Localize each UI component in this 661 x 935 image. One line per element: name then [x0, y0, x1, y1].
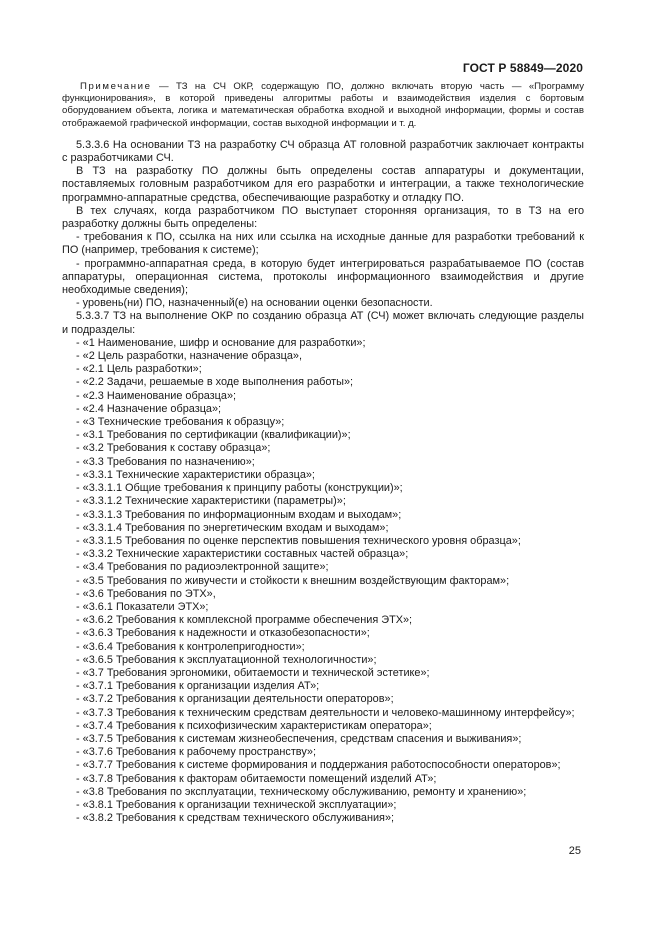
document-header: ГОСТ Р 58849—2020 [462, 61, 583, 75]
list-item: - «2.4 Назначение образца»; [76, 402, 222, 415]
list-item: - «3.6.5 Требования к эксплуатационной технологичности»; [76, 653, 377, 666]
list-item: - «3.7 Требования эргономики, обитаемости и технической эстетике»; [76, 666, 430, 679]
list-item: - «3.6.1 Показатели ЭТХ»; [76, 600, 209, 613]
list-item: - «3.7.7 Требования к системе формирования и поддержания работоспособности операторов»; [76, 759, 561, 772]
list-item: - «3.3.1.5 Требования по оценке перспектив повышения технического уровня образца»; [76, 534, 521, 547]
note-block [62, 81, 584, 130]
body-text [62, 139, 584, 826]
paragraph: - программно-аппаратная среда, в которую будет интегрироваться разрабатываемое ПО (состав аппаратуры, операционная система, протоколы информационного взаимодействия и другие необходимые сведения); [62, 257, 584, 297]
list-item: - «3.7.5 Требования к системам жизнеобеспечения, средствам спасения и выживания»; [76, 732, 522, 745]
list-item: - «2.3 Наименование образца»; [76, 389, 237, 402]
paragraph: - уровень(ни) ПО, назначенный(е) на основании оценки безопасности. [76, 297, 433, 310]
list-item: - «3.3.1.3 Требования по информационным входам и выходам»; [76, 508, 402, 521]
list-item: - «3.3.1 Технические характеристики образца»; [76, 468, 315, 481]
list-item: - «3.2 Требования к составу образца»; [76, 442, 271, 455]
list-item: - «3.7.4 Требования к психофизическим характеристикам оператора»; [76, 719, 432, 732]
list-item: - «3.3.1.2 Технические характеристики (параметры)»; [76, 495, 346, 508]
page-content [62, 81, 584, 825]
list-item: - «3.3.1.4 Требования по энергетическим входам и выходам»; [76, 521, 389, 534]
paragraph: 5.3.3.6 На основании ТЗ на разработку СЧ образца АТ головной разработчик заключает контракты с разработчиками СЧ. [62, 138, 584, 165]
list-item: - «3.8 Требования по эксплуатации, техническому обслуживанию, ремонту и хранению»; [76, 785, 527, 798]
list-item: - «3.8.2 Требования к средствам технического обслуживания»; [76, 812, 395, 825]
list-item: - «3.5 Требования по живучести и стойкости к внешним воздействующим факторам»; [76, 574, 510, 587]
list-item: - «3.6.2 Требования к комплексной программе обеспечения ЭТХ»; [76, 614, 413, 627]
paragraph: - требования к ПО, ссылка на них или ссылка на исходные данные для разработки требований к ПО (например, требования к системе); [62, 231, 584, 257]
list-item: - «3.7.2 Требования к организации деятельности операторов»; [76, 693, 394, 706]
list-item: - «3.7.8 Требования к факторам обитаемости помещений изделий АТ»; [76, 772, 437, 785]
list-item: - «1 Наименование, шифр и основание для разработки»; [76, 336, 366, 349]
section-list [62, 337, 584, 826]
list-item: - «3.6 Требования по ЭТХ», [76, 587, 216, 600]
list-item: - «3.3.1.1 Общие требования к принципу работы (конструкции)»; [76, 482, 403, 495]
paragraph: В тех случаях, когда разработчиком ПО выступает сторонняя организация, то в ТЗ на его разработку должны быть определены: [62, 204, 584, 231]
list-item: - «3.6.4 Требования к контролепригодности»; [76, 640, 305, 653]
list-item: - «3.3.2 Технические характеристики составных частей образца»; [76, 548, 409, 561]
list-item: - «3.8.1 Требования к организации технической эксплуатации»; [76, 798, 397, 811]
list-item: - «2.1 Цель разработки»; [76, 363, 202, 376]
list-item: - «3.7.3 Требования к техническим средствам деятельности и человеко-машинному интерфейсу»; [76, 706, 575, 719]
list-item: - «3.4 Требования по радиоэлектронной защите»; [76, 561, 329, 574]
list-item: - «2 Цель разработки, назначение образца», [76, 350, 302, 363]
list-item: - «3.7.6 Требования к рабочему пространству»; [76, 746, 316, 759]
paragraph: В ТЗ на разработку ПО должны быть определены состав аппаратуры и документации, поставляемых головным разработчиком для его разработки и интеграции, а также технологические программно-аппаратные средства, обеспечивающие разработку и отладку ПО. [62, 165, 584, 204]
page-number: 25 [568, 845, 581, 857]
list-item: - «3.7.1 Требования к организации изделия АТ»; [76, 680, 320, 693]
list-item: - «2.2 Задачи, решаемые в ходе выполнения работы»; [76, 376, 354, 389]
note-text: — ТЗ на СЧ ОКР, содержащую ПО, должно включать вторую часть — «Программу функционирования», в которой приведены алгоритмы работы и взаимодействия изделия с бортовым оборудованием объекта, логика и математическая обработка входной и выходной информации, формы и состав отображаемой графической информации, состав выходной информации и т. д. [62, 81, 584, 129]
paragraph: 5.3.3.7 ТЗ на выполнение ОКР по созданию образца АТ (СЧ) может включать следующие разделы и подразделы: [62, 310, 584, 336]
list-item: - «3.3 Требования по назначению»; [76, 455, 255, 468]
list-item: - «3.1 Требования по сертификации (квалификации)»; [76, 429, 351, 442]
list-item: - «3 Технические требования к образцу»; [76, 416, 285, 429]
note-label: Примечание [80, 81, 152, 92]
list-item: - «3.6.3 Требования к надежности и отказобезопасности»; [76, 627, 370, 640]
